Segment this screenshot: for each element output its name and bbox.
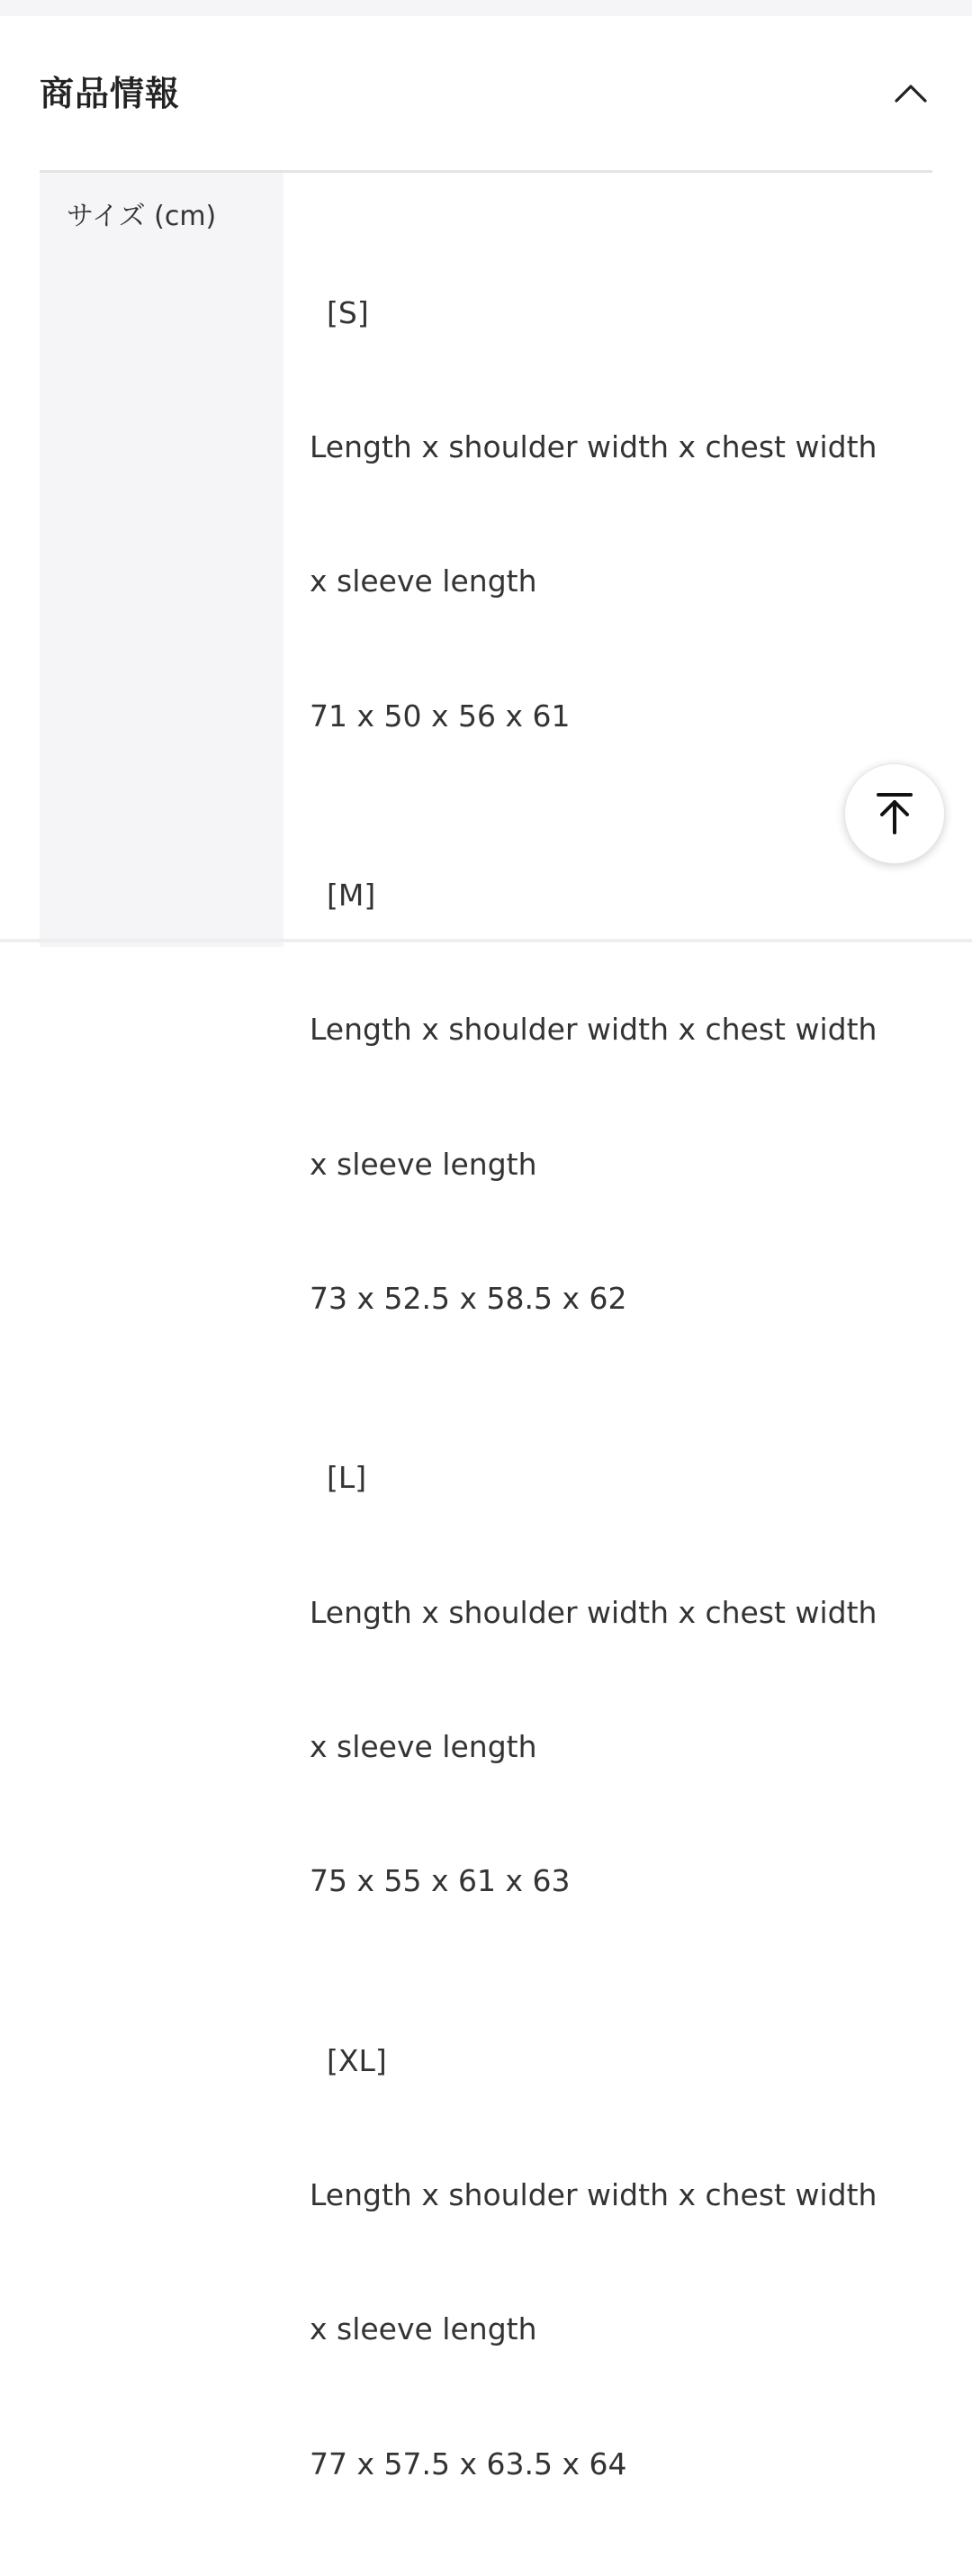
top-band bbox=[0, 0, 972, 16]
section-title: 商品情報 bbox=[40, 74, 181, 113]
size-header-line2-m: x sleeve length bbox=[310, 1146, 537, 1182]
collapse-toggle-button[interactable] bbox=[889, 72, 932, 115]
size-label: サイズ (cm) bbox=[67, 201, 217, 232]
size-value-cell bbox=[284, 173, 932, 2481]
size-header-line1-l: Length x shoulder width x chest width bbox=[310, 1594, 878, 1630]
size-values-l: 75 x 55 x 61 x 63 bbox=[310, 1863, 571, 1899]
scroll-to-top-button[interactable] bbox=[844, 763, 945, 864]
size-header-line2-xl: x sleeve length bbox=[310, 2311, 537, 2347]
size-header-line1-s: Length x shoulder width x chest width bbox=[310, 428, 878, 464]
size-header-line2-l: x sleeve length bbox=[310, 1729, 537, 1765]
size-values-xl: 77 x 57.5 x 63.5 x 64 bbox=[310, 2445, 627, 2481]
bottom-band bbox=[0, 939, 972, 942]
product-info-header[interactable] bbox=[40, 56, 932, 133]
size-label-cell bbox=[40, 173, 284, 947]
size-values-m: 73 x 52.5 x 58.5 x 62 bbox=[310, 1281, 627, 1317]
arrow-up-to-top-icon bbox=[875, 791, 914, 836]
product-info-table bbox=[40, 173, 932, 2481]
size-header-line1-m: Length x shoulder width x chest width bbox=[310, 1012, 878, 1048]
size-name-l: [L] bbox=[327, 1460, 367, 1496]
size-name-s: [S] bbox=[327, 294, 369, 330]
size-name-m: [M] bbox=[327, 877, 376, 913]
size-header-line1-xl: Length x shoulder width x chest width bbox=[310, 2177, 878, 2213]
chevron-up-icon bbox=[889, 72, 932, 115]
size-header-line2-s: x sleeve length bbox=[310, 563, 537, 599]
size-name-xl: [XL] bbox=[327, 2042, 387, 2078]
size-values-s: 71 x 50 x 56 x 61 bbox=[310, 698, 571, 734]
